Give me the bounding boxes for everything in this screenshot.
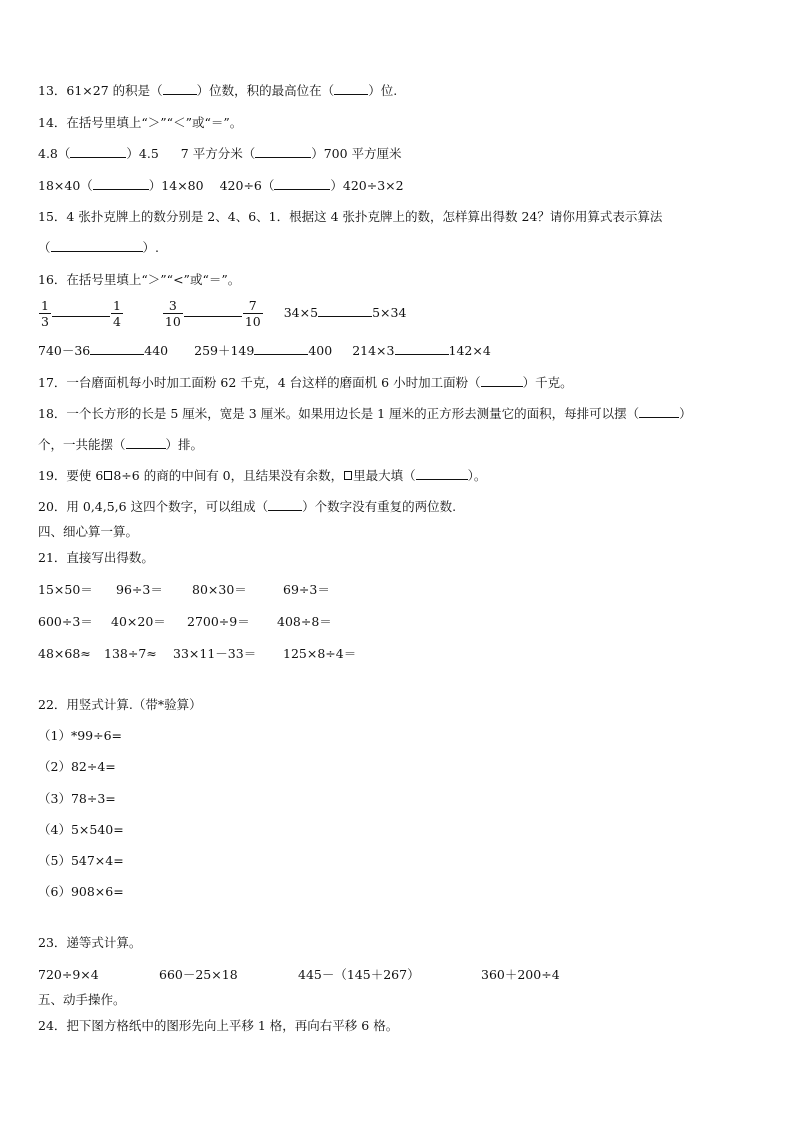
q18-line-2 <box>38 436 203 454</box>
q14-r1d: ）700 平方厘米 <box>311 146 402 161</box>
q15-l2a: （ <box>38 240 51 255</box>
q21-cell: 69÷3＝ <box>283 582 330 597</box>
q17-text-b: ）千克。 <box>522 375 573 390</box>
q22-title: 22．用竖式计算.（带*验算） <box>38 697 202 712</box>
q14-r1a: 4.8（ <box>38 146 71 161</box>
q21-cell: 40×20＝ <box>111 614 166 629</box>
q19-box-icon-1 <box>104 471 112 480</box>
q17-blank[interactable] <box>481 375 523 387</box>
q16-title: 16．在括号里填上“＞”“<”或“＝”。 <box>38 272 241 287</box>
q16-r2f: 142×4 <box>448 343 491 358</box>
q16-fraction-4: $\frac{7}{10}$ <box>244 298 261 329</box>
q14-title: 14．在括号里填上“＞”“＜”或“＝”。 <box>38 115 243 130</box>
q19-text-c: 里最大填（ <box>353 468 416 483</box>
q22-item: （2）82÷4= <box>38 759 116 774</box>
q14-blank-2[interactable] <box>255 146 311 158</box>
q14-row-1 <box>38 145 402 163</box>
q13-text-c: ）位. <box>368 83 398 98</box>
q16-c1b: 5×34 <box>372 305 407 320</box>
q14-r2b: ）14×80 <box>148 178 204 193</box>
q21-cell: 600÷3＝ <box>38 614 93 629</box>
q14-row-2 <box>38 177 404 195</box>
q13-text-b: ）位数，积的最高位在（ <box>196 83 335 98</box>
q16-blank-6[interactable] <box>395 343 449 355</box>
q17-text-a: 17．一台磨面机每小时加工面粉 62 千克，4 台这样的磨面机 6 小时加工面粉（ <box>38 375 481 390</box>
q16-row-2 <box>38 342 491 360</box>
q16-fraction-1: $\frac{1}{3}$ <box>41 298 49 329</box>
q21-cell: 125×8÷4＝ <box>283 646 357 661</box>
q16-blank-1[interactable] <box>52 305 110 317</box>
q21-row-1 <box>38 581 363 599</box>
q23-item: 360＋200÷4 <box>481 967 560 982</box>
q20-blank[interactable] <box>268 499 302 511</box>
q19-box-icon-2 <box>344 471 352 480</box>
q16-r2d: 400 <box>308 343 333 358</box>
q15-line-2 <box>38 239 159 257</box>
q16-blank-2[interactable] <box>184 305 242 317</box>
q19-blank[interactable] <box>416 468 468 480</box>
q21-cell: 80×30＝ <box>192 582 247 597</box>
q16-fraction-3: $\frac{3}{10}$ <box>164 298 181 329</box>
q14-r1b: ）4.5 <box>126 146 159 161</box>
q19-line <box>38 467 486 485</box>
q18-text-b: ） <box>679 406 692 421</box>
q14-blank-1[interactable] <box>70 146 126 158</box>
q19-text-a: 19．要使 6 <box>38 468 104 483</box>
section-5-heading: 五、动手操作。 <box>38 992 126 1007</box>
q18-text-c: 个，一共能摆（ <box>38 437 126 452</box>
q15-blank[interactable] <box>51 240 143 252</box>
q22-item: （5）547×4= <box>38 853 124 868</box>
q14-blank-3[interactable] <box>93 178 149 190</box>
q22-item: （6）908×6= <box>38 884 124 899</box>
q21-cell: 96÷3＝ <box>116 582 163 597</box>
q23-row <box>38 966 581 984</box>
q22-item: （1）*99÷6= <box>38 728 123 743</box>
q16-blank-4[interactable] <box>90 343 144 355</box>
q16-fraction-row <box>38 296 406 330</box>
q18-line-1 <box>38 405 692 423</box>
q23-title: 23．递等式计算。 <box>38 935 142 950</box>
q20-text-b: ）个数字没有重复的两位数. <box>302 499 457 514</box>
q16-c1a: 34×5 <box>283 305 319 320</box>
q13-line <box>38 82 397 100</box>
q16-fraction-2: $\frac{1}{4}$ <box>112 298 121 329</box>
q18-blank-2[interactable] <box>126 437 166 449</box>
q14-r2d: ）420÷3×2 <box>330 178 404 193</box>
q14-r2a: 18×40（ <box>38 178 93 193</box>
q16-blank-3[interactable] <box>318 305 372 317</box>
q21-row-2 <box>38 613 357 631</box>
q16-blank-5[interactable] <box>254 343 308 355</box>
q24-text: 24．把下图方格纸中的图形先向上平移 1 格，再向右平移 6 格。 <box>38 1018 399 1033</box>
q15-line-1: 15．4 张扑克牌上的数分别是 2、4、6、1．根据这 4 张扑克牌上的数，怎样算出得数 24？请你用算式表示算法 <box>38 209 663 224</box>
q21-title: 21．直接写出得数。 <box>38 550 154 565</box>
q18-text-a: 18．一个长方形的长是 5 厘米，宽是 3 厘米。如果用边长是 1 厘米的正方形去测量它的面积，每排可以摆（ <box>38 406 640 421</box>
q21-cell: 138÷7≈ <box>104 646 157 661</box>
q21-cell: 33×11－33＝ <box>173 646 257 661</box>
q22-item: （3）78÷3= <box>38 791 116 806</box>
q16-r2c: 259＋149 <box>194 343 255 358</box>
q14-r2c: 420÷6（ <box>219 178 275 193</box>
q21-cell: 2700÷9＝ <box>187 614 250 629</box>
q22-item: （4）5×540= <box>38 822 124 837</box>
q13-blank-1[interactable] <box>163 83 197 95</box>
q21-cell: 48×68≈ <box>38 646 91 661</box>
q16-r2b: 440 <box>144 343 169 358</box>
section-4-heading: 四、细心算一算。 <box>38 524 139 539</box>
q18-text-d: ）排。 <box>165 437 204 452</box>
q13-text-a: 13．61×27 的积是（ <box>38 83 163 98</box>
q16-r2a: 740－36 <box>38 343 91 358</box>
q21-row-3 <box>38 645 373 663</box>
q23-item: 720÷9×4 <box>38 967 99 982</box>
q19-text-d: ）。 <box>467 468 487 483</box>
q23-item: 660－25×18 <box>159 967 238 982</box>
q15-l2b: ）. <box>142 240 159 255</box>
q14-blank-4[interactable] <box>274 178 330 190</box>
q20-text-a: 20．用 0,4,5,6 这四个数字，可以组成（ <box>38 499 269 514</box>
q20-line <box>38 498 456 516</box>
q17-line <box>38 374 573 392</box>
q21-cell: 408÷8＝ <box>277 614 332 629</box>
q14-r1c: 7 平方分米（ <box>180 146 256 161</box>
q18-blank-1[interactable] <box>639 406 679 418</box>
q21-cell: 15×50＝ <box>38 582 93 597</box>
q13-blank-2[interactable] <box>334 83 368 95</box>
q16-r2e: 214×3 <box>352 343 395 358</box>
q23-item: 445－（145＋267） <box>298 967 420 982</box>
q19-text-b: 8÷6 的商的中间有 0，且结果没有余数， <box>113 468 344 483</box>
